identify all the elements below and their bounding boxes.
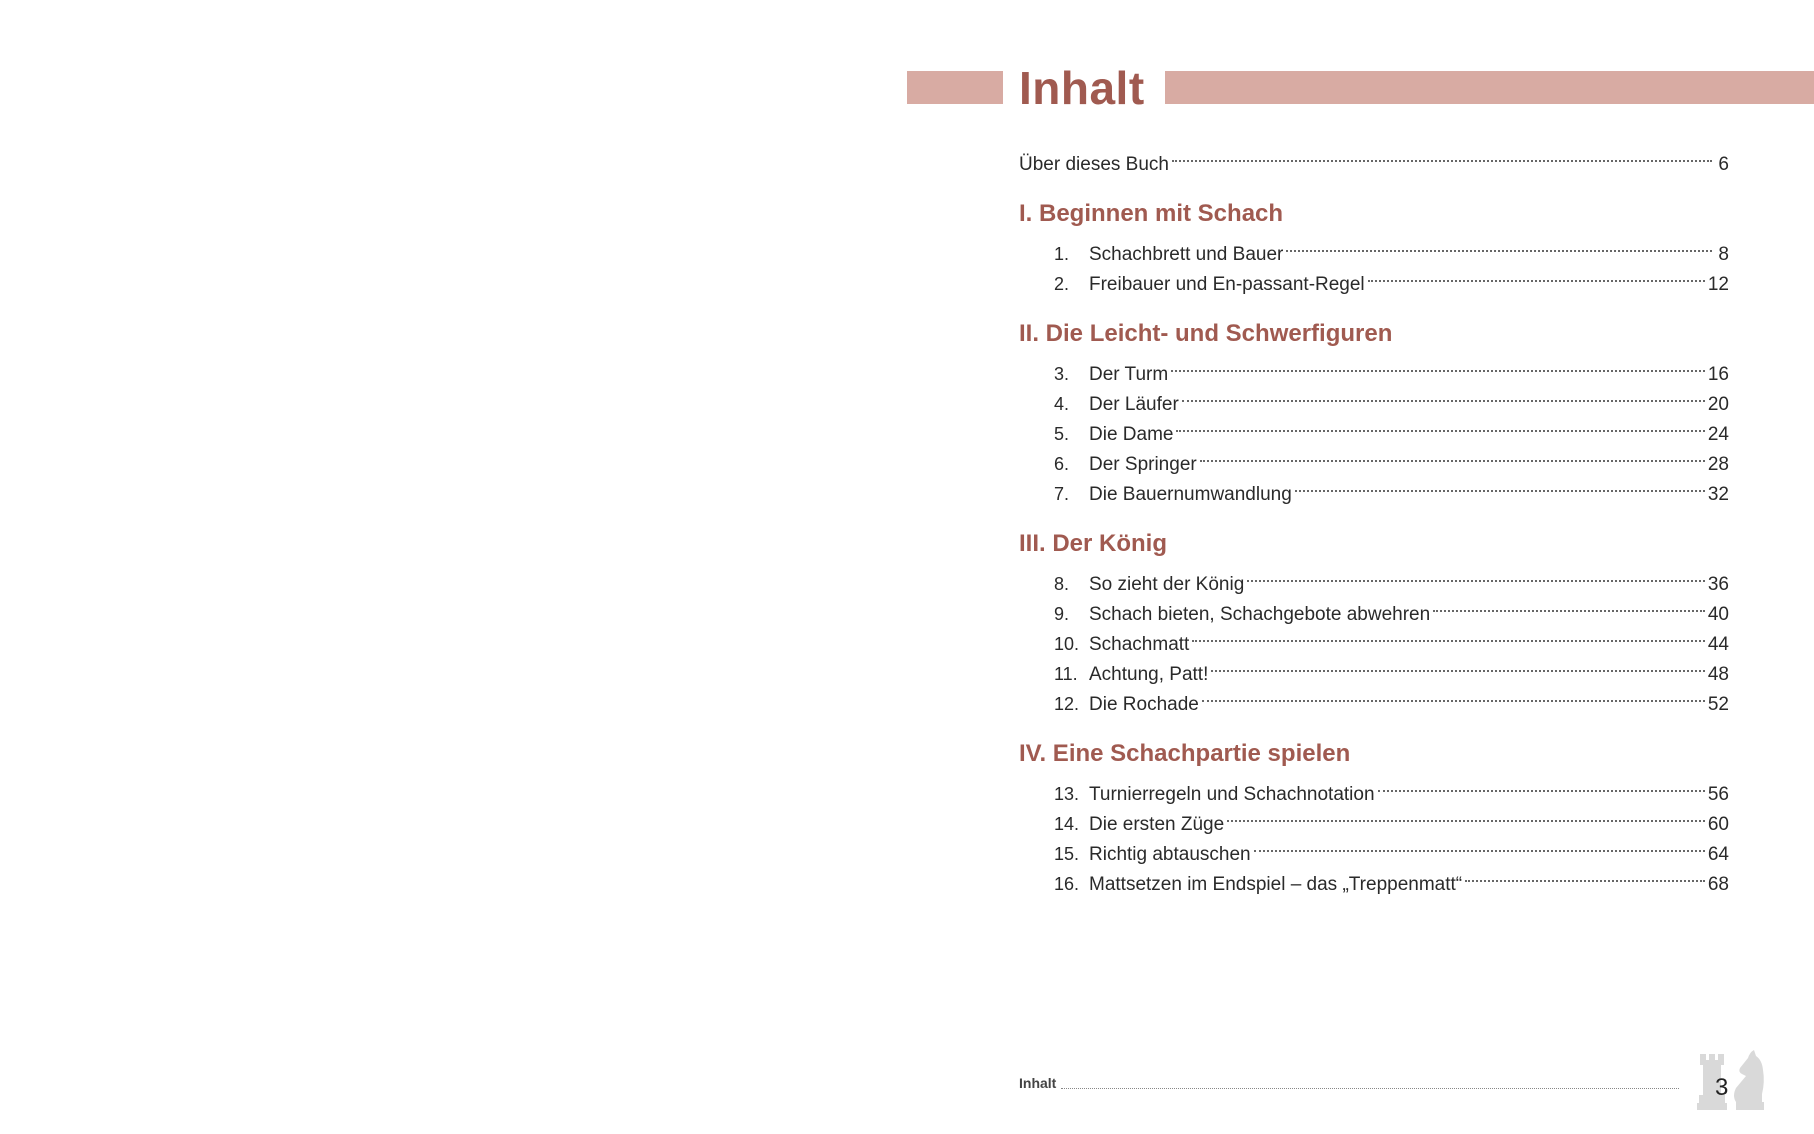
- leader-dots: [1368, 260, 1705, 290]
- footer-leader-dots: [1061, 1088, 1679, 1089]
- toc-entry-number: 16.: [1054, 874, 1080, 894]
- toc-entry-number: 5.: [1054, 424, 1070, 444]
- toc-entry-number: 8.: [1054, 574, 1070, 594]
- toc-entry-number: 2.: [1054, 274, 1070, 294]
- toc-entry-label: Die Dame: [1089, 424, 1174, 445]
- toc-entry-page: 24: [1707, 424, 1729, 445]
- leader-dots: [1227, 800, 1705, 830]
- toc-entry-label: Die Rochade: [1089, 694, 1199, 715]
- leader-dots: [1200, 440, 1705, 470]
- leader-dots: [1171, 350, 1705, 380]
- toc-entry-label: Richtig abtauschen: [1089, 844, 1251, 865]
- toc-entry-page: 6: [1718, 154, 1729, 175]
- toc-entry-number: 12.: [1054, 694, 1080, 714]
- toc-entry-label: Freibauer und En-passant-Regel: [1089, 274, 1365, 295]
- toc-entry-label: Der Springer: [1089, 454, 1197, 475]
- section-title: III. Der König: [1019, 530, 1168, 557]
- page-title: Inhalt: [1019, 62, 1145, 114]
- toc-entry-label: Über dieses Buch: [1019, 154, 1169, 175]
- toc-entry[interactable]: [1019, 770, 1729, 805]
- toc-entry-number: 11.: [1054, 664, 1078, 684]
- toc-section-3: [1019, 528, 1729, 715]
- toc-section-1: [1019, 198, 1729, 295]
- toc-entry-page: 12: [1707, 274, 1729, 295]
- toc-entry-page: 52: [1707, 694, 1729, 715]
- leader-dots: [1182, 380, 1705, 410]
- leader-dots: [1176, 410, 1704, 440]
- toc-section-4: [1019, 738, 1729, 895]
- toc-entry-page: 20: [1707, 394, 1729, 415]
- toc-entry-page: 64: [1707, 844, 1729, 865]
- section-title: I. Beginnen mit Schach: [1019, 200, 1284, 227]
- toc-entry-number: 9.: [1054, 604, 1070, 624]
- toc-entry-number: 4.: [1054, 394, 1070, 414]
- toc-entry[interactable]: [1019, 350, 1729, 385]
- leader-dots: [1202, 680, 1705, 710]
- toc-entry[interactable]: [1019, 230, 1729, 265]
- toc-entry-number: 15.: [1054, 844, 1080, 864]
- toc-entry-label: Achtung, Patt!: [1089, 664, 1209, 685]
- toc-entry-label: Turnierregeln und Schachnotation: [1089, 784, 1375, 805]
- toc-entry-number: 1.: [1054, 244, 1070, 264]
- leader-dots: [1378, 770, 1705, 800]
- table-of-contents: [1019, 140, 1729, 918]
- toc-entry-page: 8: [1718, 244, 1729, 265]
- toc-entry-page: 40: [1707, 604, 1729, 625]
- toc-entry-label: Der Läufer: [1089, 394, 1179, 415]
- leader-dots: [1433, 590, 1705, 620]
- toc-entry-label: Der Turm: [1089, 364, 1169, 385]
- toc-entry-page: 60: [1707, 814, 1729, 835]
- toc-entry-label: Die ersten Züge: [1089, 814, 1225, 835]
- title-bar-left: [907, 71, 1003, 104]
- toc-entry-page: 32: [1707, 484, 1729, 505]
- toc-entry-label: Die Bauernumwandlung: [1089, 484, 1292, 505]
- toc-entry-number: 14.: [1054, 814, 1080, 834]
- toc-entry-page: 28: [1707, 454, 1729, 475]
- toc-entry-number: 3.: [1054, 364, 1070, 384]
- toc-entry-page: 36: [1707, 574, 1729, 595]
- leader-dots: [1247, 560, 1705, 590]
- toc-entry-number: 10.: [1054, 634, 1080, 654]
- leader-dots: [1254, 830, 1705, 860]
- section-title: IV. Eine Schachpartie spielen: [1019, 740, 1351, 767]
- toc-entry-label: Schachmatt: [1089, 634, 1190, 655]
- toc-entry[interactable]: [1019, 560, 1729, 595]
- toc-entry-label: So zieht der König: [1089, 574, 1245, 595]
- page-number: 3: [1715, 1074, 1729, 1101]
- toc-entry-label: Mattsetzen im Endspiel – das „Treppenmatt“: [1089, 874, 1463, 895]
- leader-dots: [1211, 650, 1705, 680]
- toc-entry-number: 13.: [1054, 784, 1080, 804]
- toc-entry-number: 7.: [1054, 484, 1070, 504]
- leader-dots: [1465, 860, 1705, 890]
- toc-entry-page: 44: [1707, 634, 1729, 655]
- toc-entry-page: 16: [1707, 364, 1729, 385]
- toc-entry-intro[interactable]: [1019, 140, 1729, 175]
- toc-section-2: [1019, 318, 1729, 505]
- toc-entry-page: 68: [1707, 874, 1729, 895]
- toc-entry-page: 56: [1707, 784, 1729, 805]
- chess-rook-knight-icon: [1696, 1048, 1766, 1114]
- toc-entry-label: Schach bieten, Schachgebote abwehren: [1089, 604, 1431, 625]
- footer-label: Inhalt: [1019, 1075, 1057, 1091]
- leader-dots: [1286, 230, 1712, 260]
- toc-entry-label: Schachbrett und Bauer: [1089, 244, 1284, 265]
- leader-dots: [1172, 140, 1712, 170]
- toc-entry-page: 48: [1707, 664, 1729, 685]
- leader-dots: [1295, 470, 1705, 500]
- toc-entry-number: 6.: [1054, 454, 1070, 474]
- leader-dots: [1192, 620, 1705, 650]
- title-bar-right: [1165, 71, 1814, 104]
- section-title: II. Die Leicht- und Schwerfiguren: [1019, 320, 1393, 347]
